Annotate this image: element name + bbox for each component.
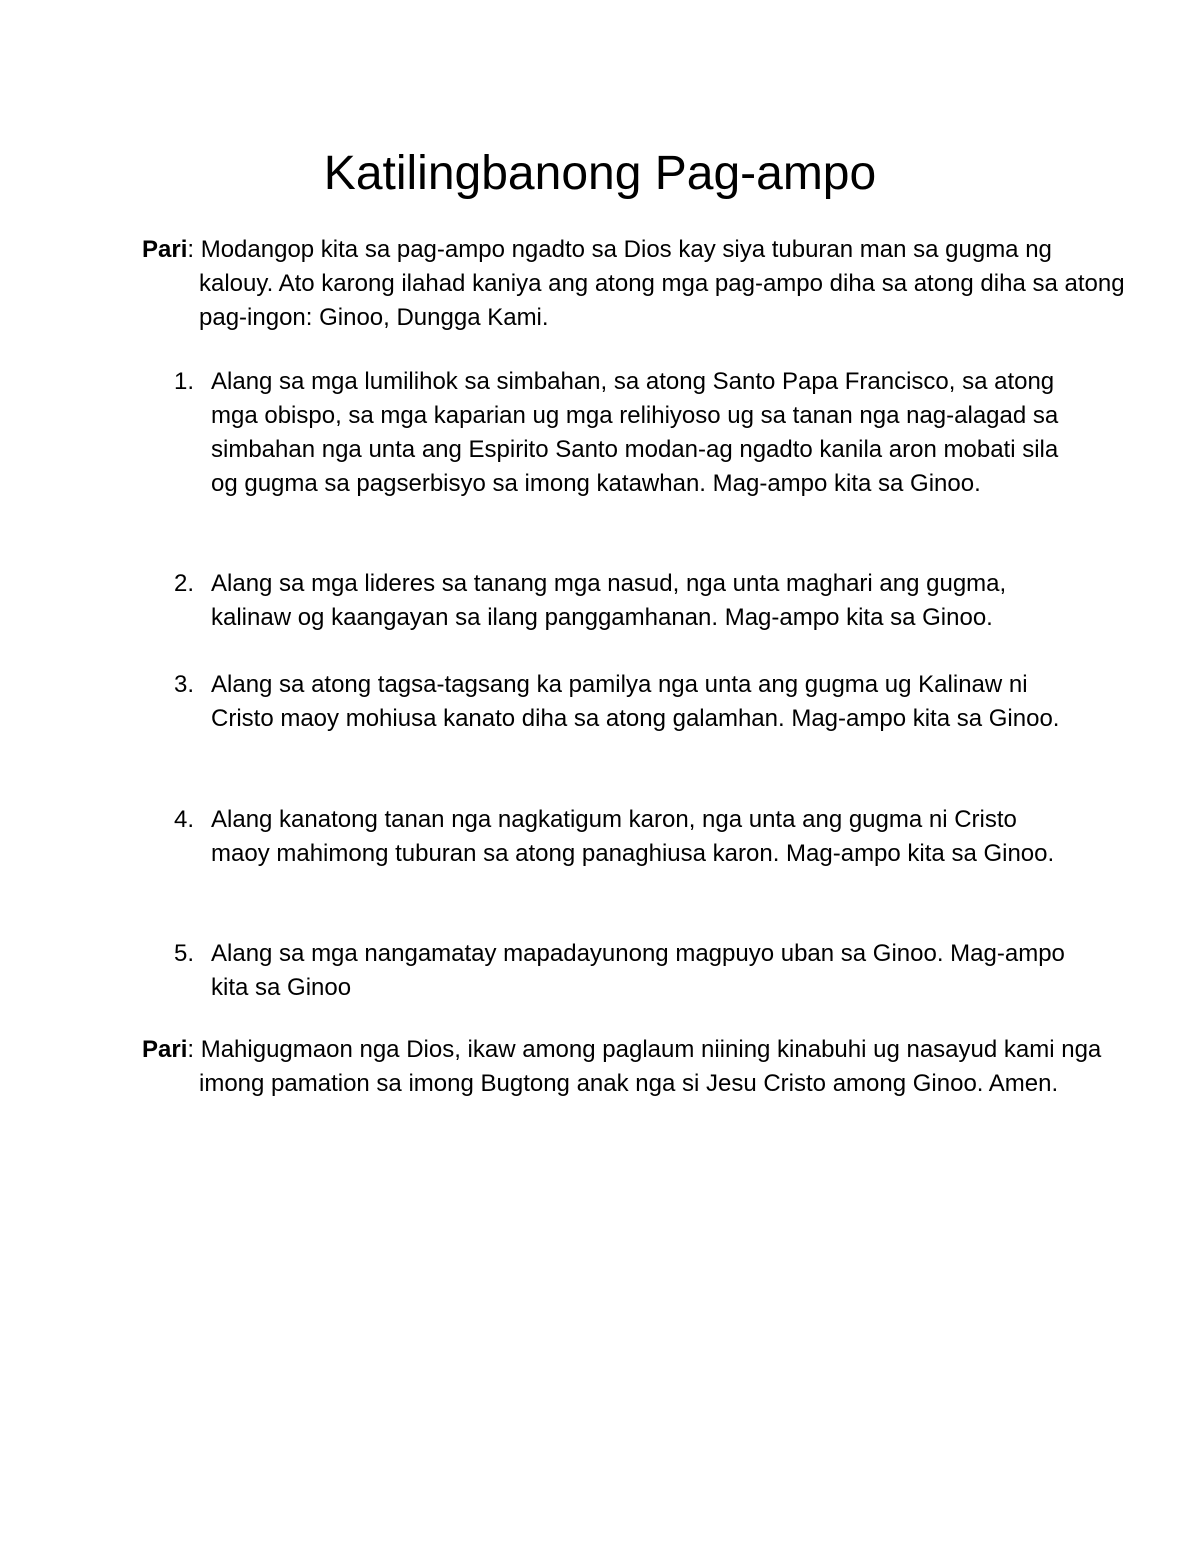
closing-speaker-label: Pari: [142, 1036, 188, 1063]
closing-separator: :: [187, 1036, 195, 1063]
petition-number: 3.: [174, 671, 195, 698]
closing-text: Mahigugmaon nga Dios, ikaw among paglaum niining kinabuhi ug nasayud kami nga imong pamation sa imong Bugtong anak nga si Jesu Cristo among Ginoo. Amen.: [194, 1036, 1102, 1097]
petition-text: Alang sa mga nangamatay mapadayunong magpuyo uban sa Ginoo. Mag-ampo kita sa Ginoo: [211, 940, 1065, 1001]
petition-item: [174, 365, 1071, 501]
petition-item: [174, 803, 1071, 871]
petition-text: Alang sa mga lumilihok sa simbahan, sa atong Santo Papa Francisco, sa atong mga obispo, sa mga kaparian ug mga relihiyoso ug sa tanan nga nag-alagad sa simbahan nga unta ang Espirito Santo modan-ag ngadto kanila aron mobati sila og gugma sa pagserbisyo sa imong katawhan. Mag-ampo kita sa Ginoo.: [211, 368, 1059, 497]
petition-number: 5.: [174, 940, 195, 967]
petition-number: 4.: [174, 806, 195, 833]
petition-item: [174, 937, 1071, 1005]
closing-paragraph: [142, 1033, 1129, 1101]
petition-item: [174, 567, 1071, 635]
intro-text: Modangop kita sa pag-ampo ngadto sa Dios kay siya tuburan man sa gugma ng kalouy. Ato karong ilahad kaniya ang atong mga pag-ampo diha sa atong diha sa atong pag-ingon: Ginoo, Dungga Kami.: [194, 236, 1125, 331]
petition-text: Alang sa mga lideres sa tanang mga nasud, nga unta maghari ang gugma, kalinaw og kaangayan sa ilang panggamhanan. Mag-ampo kita sa Ginoo.: [211, 570, 1007, 631]
intro-separator: :: [187, 236, 195, 263]
intro-paragraph: [142, 233, 1129, 335]
petition-item: [174, 668, 1071, 736]
petition-text: Alang sa atong tagsa-tagsang ka pamilya nga unta ang gugma ug Kalinaw ni Cristo maoy mohiusa kanato diha sa atong galamhan. Mag-ampo kita sa Ginoo.: [211, 671, 1060, 732]
petition-text: Alang kanatong tanan nga nagkatigum karon, nga unta ang gugma ni Cristo maoy mahimong tuburan sa atong panaghiusa karon. Mag-ampo kita sa Ginoo.: [211, 806, 1055, 867]
document-title: Katilingbanong Pag-ampo: [323, 147, 877, 200]
petition-number: 2.: [174, 570, 195, 597]
petition-number: 1.: [174, 368, 195, 395]
intro-speaker-label: Pari: [142, 236, 188, 263]
